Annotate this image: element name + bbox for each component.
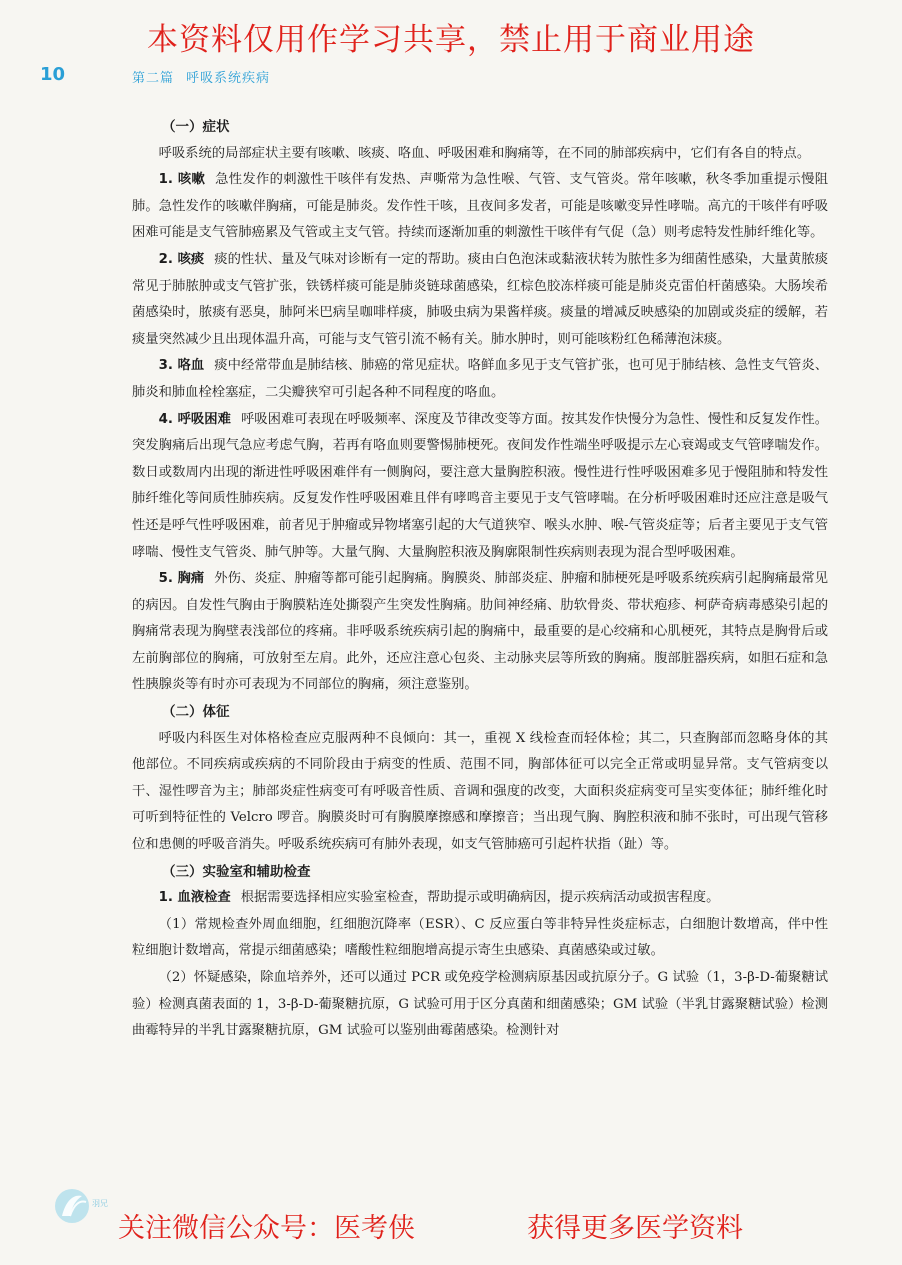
- paragraph-text: （1）常规检查外周血细胞，红细胞沉降率（ESR）、C 反应蛋白等非特异性炎症标志，白细胞计数增高，伴中性粒细胞计数增高，常提示细菌感染；嗜酸性粒细胞增高提示寄生虫感染、真菌感染或过敏。: [132, 916, 828, 959]
- paragraph: [132, 141, 828, 168]
- page-number: 10: [40, 64, 66, 85]
- part-label: 第二篇: [132, 71, 175, 86]
- term-label: 1. 咳嗽: [158, 172, 206, 188]
- watermark-wechat: 关注微信公众号：医考侠: [118, 1213, 415, 1244]
- paragraph-text: 外伤、炎症、肿瘤等都可能引起胸痛。胸膜炎、肺部炎症、肿瘤和肺梗死是呼吸系统疾病引起胸痛最常见的病因。自发性气胸由于胸膜粘连处撕裂产生突发性胸痛。肋间神经痛、肋软骨炎、带状疱疹、柯萨奇病毒感染引起的胸痛常表现为胸壁表浅部位的疼痛。非呼吸系统疾病引起的胸痛中，最重要的是心绞痛和心肌梗死，其特点是胸骨后或左前胸部位的胸痛，可放射至左肩。此外，还应注意心包炎、主动脉夹层等所致的胸痛。腹部脏器疾病，如胆石症和急性胰腺炎等有时亦可表现为不同部位的胸痛，须注意鉴别。: [132, 571, 829, 693]
- running-head: [132, 67, 270, 86]
- main-content: [132, 114, 828, 1045]
- paragraph-hemoptysis: [132, 353, 828, 406]
- term-label: 1. 血液检查: [158, 890, 231, 906]
- section-heading-signs: （二）体征: [162, 704, 230, 721]
- term-label: 4. 呼吸困难: [158, 411, 231, 427]
- paragraph-blood-test: [132, 885, 828, 912]
- paragraph-dyspnea: [132, 407, 828, 567]
- logo-text: 羽兄: [92, 1199, 108, 1208]
- term-label: 3. 咯血: [158, 358, 205, 374]
- page-header: [0, 64, 902, 88]
- watermark-top: 本资料仅用作学习共享，禁止用于商业用途: [147, 22, 755, 58]
- paragraph-text: 急性发作的刺激性干咳伴有发热、声嘶常为急性喉、气管、支气管炎。常年咳嗽，秋冬季加重提示慢阻肺。急性发作的咳嗽伴胸痛，可能是肺炎。发作性干咳，且夜间多发者，可能是咳嗽变异性哮喘。高亢的干咳伴有呼吸困难可能是支气管肺癌累及气管或主支气管。持续而逐渐加重的刺激性干咳伴有气促（急）则考虑特发性肺纤维化等。: [132, 172, 829, 241]
- paragraph-text: 呼吸困难可表现在呼吸频率、深度及节律改变等方面。按其发作快慢分为急性、慢性和反复发作性。突发胸痛后出现气急应考虑气胸，若再有咯血则要警惕肺梗死。夜间发作性端坐呼吸提示左心衰竭或支气管哮喘发作。数日或数周内出现的渐进性呼吸困难伴有一侧胸闷，要注意大量胸腔积液。慢性进行性呼吸困难多见于慢阻肺和特发性肺纤维化等间质性肺疾病。反复发作性呼吸困难且伴有哮鸣音主要见于支气管哮喘。在分析呼吸困难时还应注意是吸气性还是呼气性呼吸困难，前者见于肿瘤或异物堵塞引起的大气道狭窄、喉头水肿、喉-气管炎症等；后者主要见于支气管哮喘、慢性支气管炎、肺气肿等。大量气胸、大量胸腔积液及胸廓限制性疾病则表现为混合型呼吸困难。: [132, 411, 829, 560]
- term-label: 5. 胸痛: [158, 571, 205, 587]
- paragraph-chest-pain: [132, 566, 828, 699]
- paragraph-text: 痰中经常带血是肺结核、肺癌的常见症状。咯鲜血多见于支气管扩张，也可见于肺结核、急性支气管炎、肺炎和肺血栓栓塞症，二尖瓣狭窄可引起各种不同程度的咯血。: [132, 358, 829, 400]
- term-label: 2. 咳痰: [158, 251, 205, 267]
- paragraph: [132, 912, 828, 965]
- paragraph-text: 根据需要选择相应实验室检查，帮助提示或明确病因，提示疾病活动或损害程度。: [240, 890, 720, 906]
- watermark-bottom: [0, 1206, 902, 1246]
- paragraph-cough: [132, 167, 828, 247]
- watermark-more: 获得更多医学资料: [527, 1213, 743, 1244]
- section-heading-lab-tests: （三）实验室和辅助检查: [162, 863, 311, 880]
- chapter-label: 呼吸系统疾病: [186, 71, 271, 86]
- paragraph-text: 呼吸系统的局部症状主要有咳嗽、咳痰、咯血、呼吸困难和胸痛等，在不同的肺部疾病中，它们有各自的特点。: [158, 145, 811, 161]
- paragraph-text: （2）怀疑感染，除血培养外，还可以通过 PCR 或免疫学检测病原基因或抗原分子。G 试验（1，3-β-D-葡聚糖试验）检测真菌表面的 1，3-β-D-葡聚糖抗原，G 试验可用于区分真菌和细菌感染；GM 试验（半乳甘露聚糖试验）检测曲霉特异的半乳甘露聚糖抗原，GM 试验可以鉴别曲霉菌感染。检测针对: [132, 970, 828, 1039]
- paragraph-text: 呼吸内科医生对体格检查应克服两种不良倾向：其一，重视 X 线检查而轻体检；其二，只查胸部而忽略身体的其他部位。不同疾病或疾病的不同阶段由于病变的性质、范围不同，胸部体征可以完全正常或明显异常。支气管病变以干、湿性啰音为主；肺部炎症性病变可有呼吸音性质、音调和强度的改变，大面积炎症病变可呈实变体征；肺纤维化时可听到特征性的 Velcro 啰音。胸膜炎时可有胸膜摩擦感和摩擦音；当出现气胸、胸腔积液和肺不张时，可出现气管移位和患侧的呼吸音消失。呼吸系统疾病可有肺外表现，如支气管肺癌可引起杵状指（趾）等。: [132, 730, 828, 853]
- paragraph-text: 痰的性状、量及气味对诊断有一定的帮助。痰由白色泡沫或黏液状转为脓性多为细菌性感染，大量黄脓痰常见于肺脓肿或支气管扩张，铁锈样痰可能是肺炎链球菌感染，红棕色胶冻样痰可能是肺炎克雷伯杆菌感染。大肠埃希菌感染时，脓痰有恶臭，肺阿米巴病呈咖啡样痰，肺吸虫病为果酱样痰。痰量的增减反映感染的加剧或炎症的缓解，若痰量突然减少且出现体温升高，可能与支气管引流不畅有关。肺水肿时，则可能咳粉红色稀薄泡沫痰。: [132, 251, 829, 347]
- paragraph-sputum: [132, 247, 828, 353]
- section-heading-symptoms: （一）症状: [162, 119, 230, 135]
- paragraph: [132, 726, 828, 859]
- paragraph: [132, 965, 828, 1045]
